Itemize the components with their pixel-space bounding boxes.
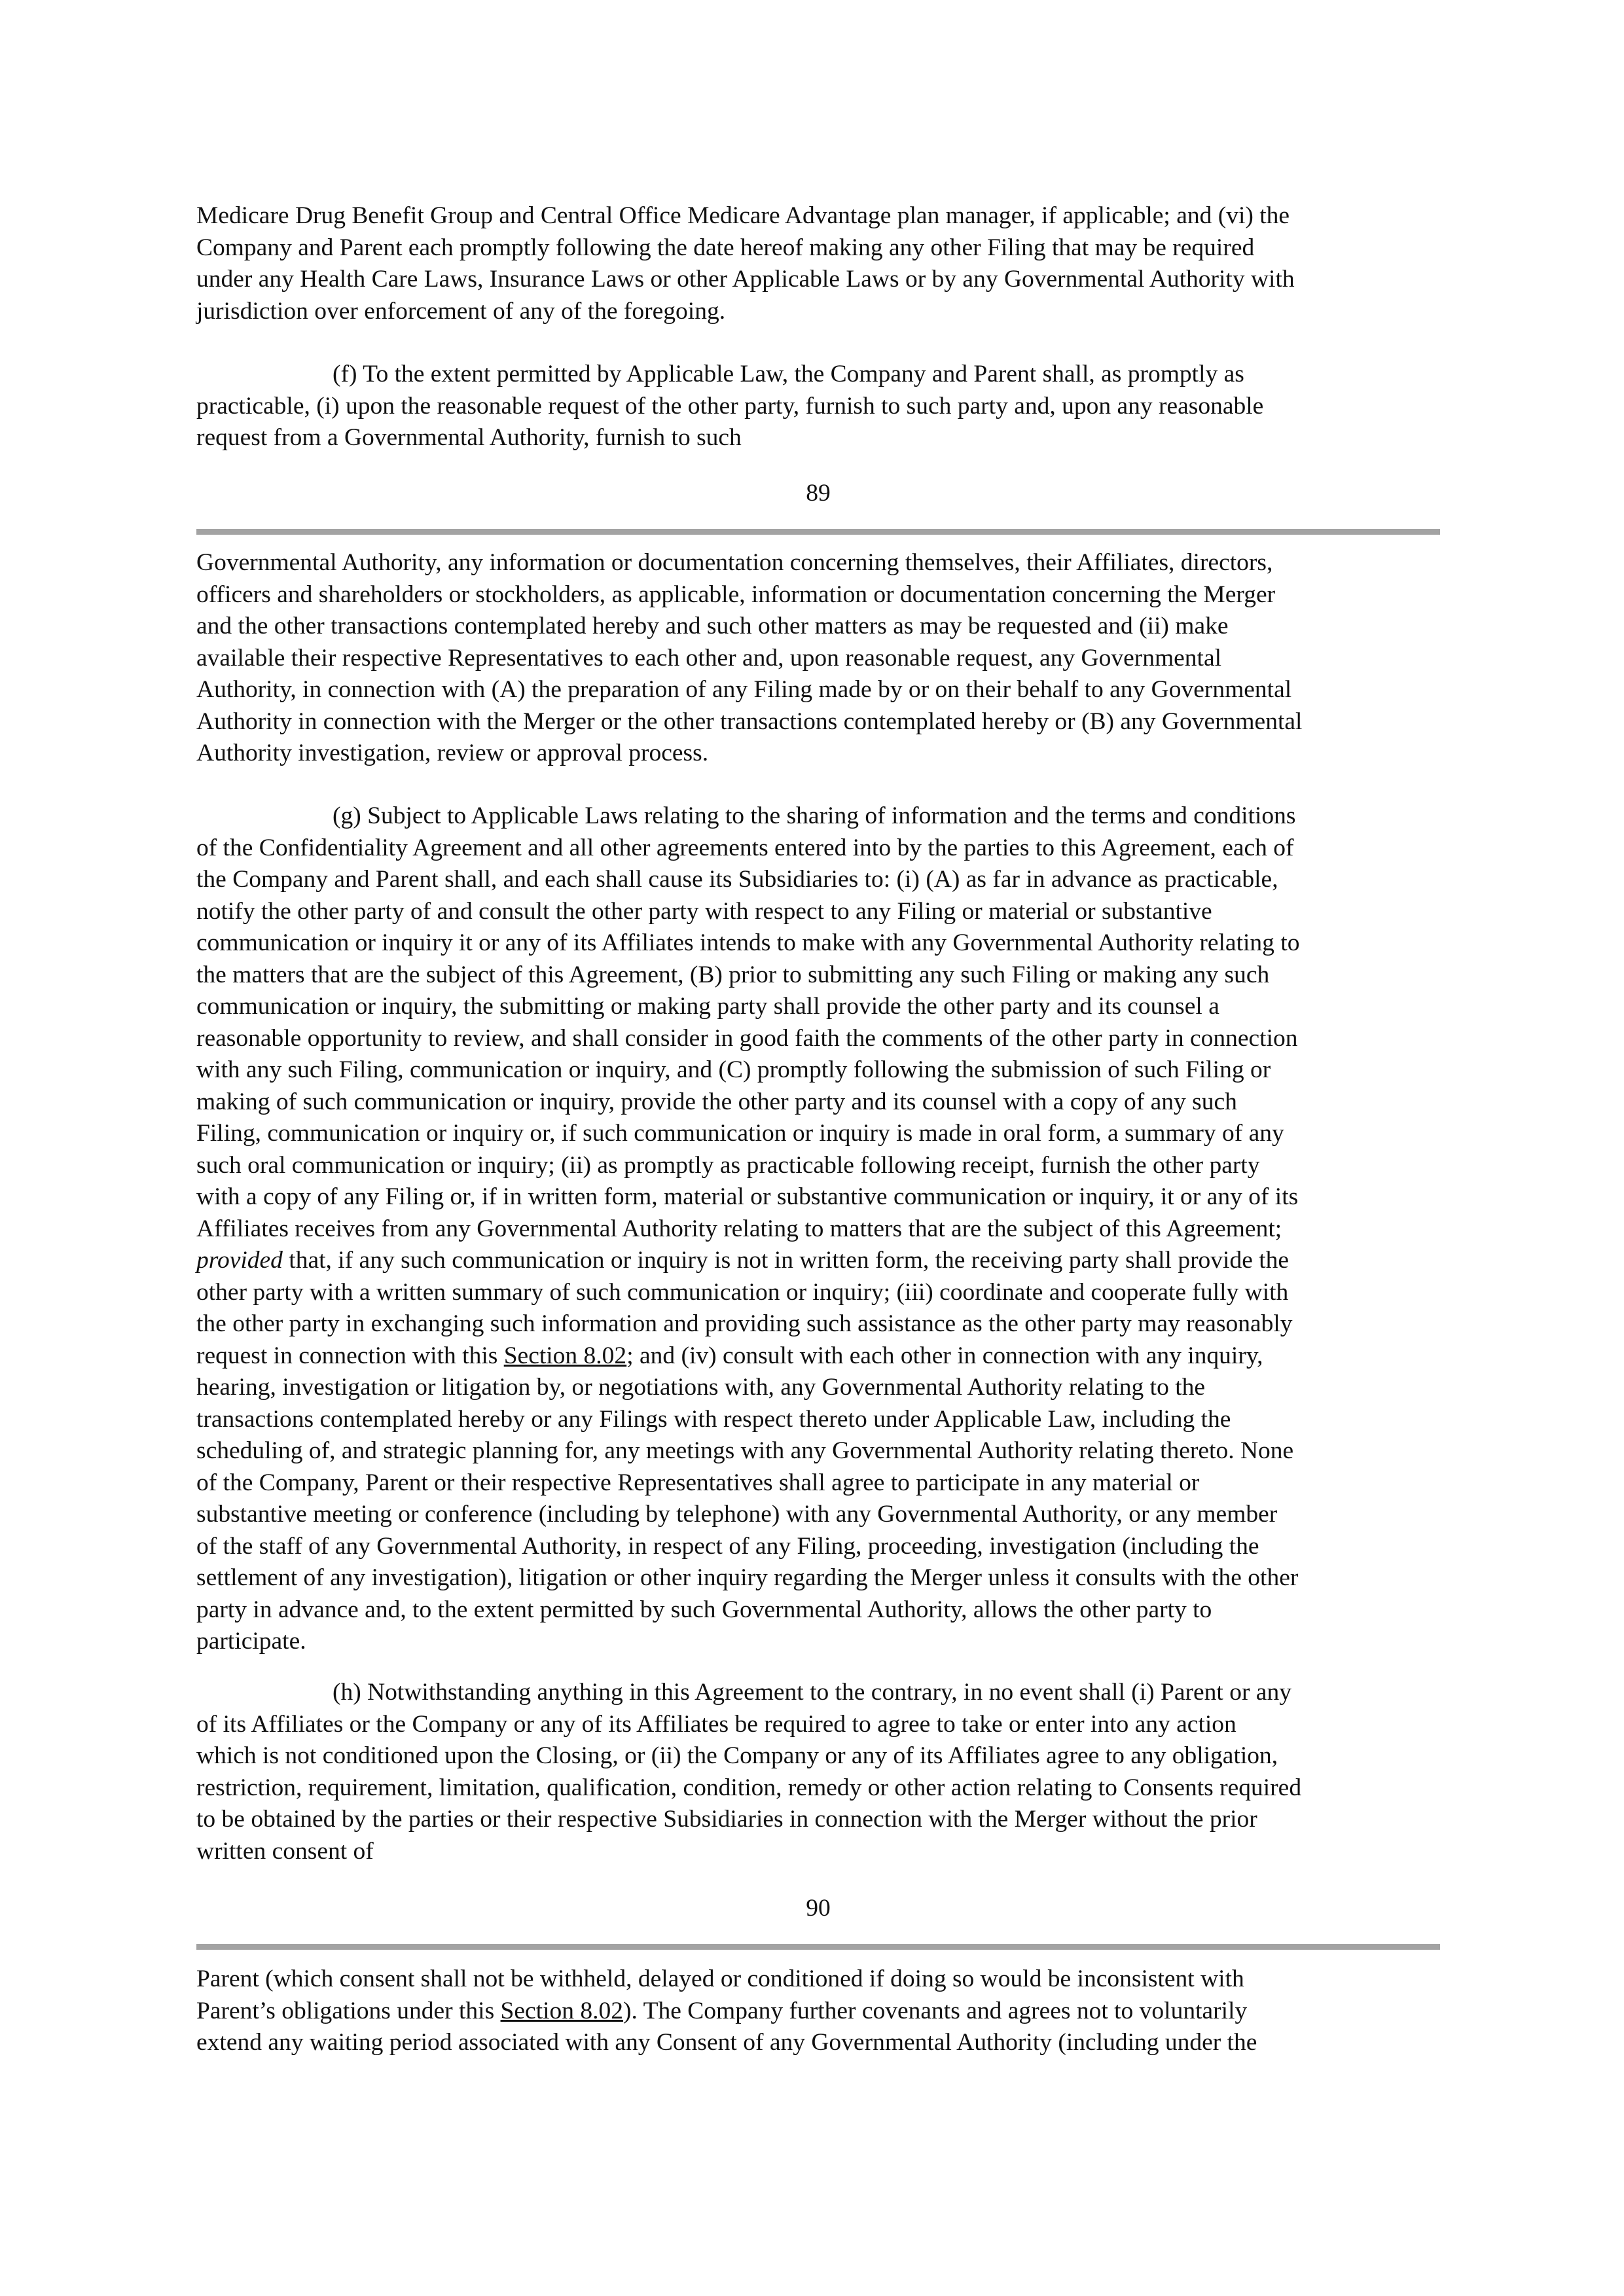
paragraph-g-first-line: (g) Subject to Applicable Laws relating to the sharing of information and the terms and conditions <box>333 802 1296 829</box>
paragraph-h-first-line: (h) Notwithstanding anything in this Agreement to the contrary, in no event shall (i) Parent or any <box>333 1679 1291 1706</box>
page-divider <box>196 1944 1440 1950</box>
paragraph-text <box>196 359 1440 454</box>
paragraph-text: Medicare Drug Benefit Group and Central Office Medicare Advantage plan manager, if applicable; and (vi) the Company and Parent each promptly following the date hereof making any other Filing that may be required under any Health Care Laws, Insurance Laws or other Applicable Laws or by any Governmental Authority with jurisdiction over enforcement of any of the foregoing. <box>196 202 1295 325</box>
paragraph-g <box>196 800 1440 1658</box>
paragraph-f-continued <box>196 547 1440 770</box>
section-reference-link[interactable]: Section 8.02 <box>500 1997 624 2024</box>
page-number: 89 <box>806 480 831 507</box>
document-page <box>196 0 1440 2296</box>
provided-term: provided <box>196 1247 283 1274</box>
paragraph-text: Governmental Authority, any information or documentation concerning themselves, their Affiliates, directors, officers and shareholders or stockholders, as applicable, information or documentation concerning the Merger and the other transactions contemplated hereby and such other matters as may be requested and (ii) make available their respective Representatives to each other and, upon reasonable request, any Governmental Authority, in connection with (A) the preparation of any Filing made by or on their behalf to any Governmental Authority in connection with the Merger or the other transactions contemplated hereby or (B) any Governmental Authority investigation, review or approval process. <box>196 549 1303 766</box>
paragraph-f <box>196 359 1440 454</box>
paragraph-text <box>196 1964 1440 2059</box>
paragraph-e-continued <box>196 200 1440 327</box>
paragraph-h-body: of its Affiliates or the Company or any of its Affiliates be required to agree to take or enter into any action which is not conditioned upon the Closing, or (ii) the Company or any of its Affiliates agree to any obligation, restriction, requirement, limitation, qualification, condition, remedy or other action relating to Consents required to be obtained by the parties or their respective Subsidiaries in connection with the Merger without the prior written consent of <box>196 1710 1302 1865</box>
section-reference-link[interactable]: Section 8.02 <box>503 1342 627 1369</box>
paragraph-h-cont-body: Parent (which consent shall not be withheld, delayed or conditioned if doing so would be inconsistent with Parent’s obligations under this <box>196 1965 1244 2024</box>
paragraph-f-first-line: (f) To the extent permitted by Applicable Law, the Company and Parent shall, as promptly as <box>333 361 1244 387</box>
paragraph-h <box>196 1677 1440 1867</box>
paragraph-text <box>196 800 1440 1658</box>
page-number: 90 <box>806 1895 831 1922</box>
paragraph-h-continued <box>196 1964 1440 2059</box>
paragraph-f-body: practicable, (i) upon the reasonable request of the other party, furnish to such party and, upon any reasonable request from a Governmental Authority, furnish to such <box>196 392 1264 451</box>
paragraph-text <box>196 1677 1440 1867</box>
paragraph-h-cont-body: ). The Company further covenants and agrees not to voluntarily extend any waiting period associated with any Consent of any Governmental Authority (including under the <box>196 1997 1257 2056</box>
paragraph-g-body: ; and (iv) consult with each other in connection with any inquiry, hearing, investigation or litigation by, or negotiations with, any Governmental Authority relating to the transactions contemplated hereby or any Filings with respect thereto under Applicable Law, including the scheduling of, and strategic planning for, any meetings with any Governmental Authority relating thereto. None of the Company, Parent or their respective Representatives shall agree to participate in any material or substantive meeting or conference (including by telephone) with any Governmental Authority, or any member of the staff of any Governmental Authority, in respect of any Filing, proceeding, investigation (including the settlement of any investigation), litigation or other inquiry regarding the Merger unless it consults with the other party in advance and, to the extent permitted by such Governmental Authority, allows the other party to participate. <box>196 1342 1299 1655</box>
paragraph-g-body: of the Confidentiality Agreement and all other agreements entered into by the parties to this Agreement, each of the Company and Parent shall, and each shall cause its Subsidiaries to: (i) (A) as far in advance as practicable, notify the other party of and consult the other party with respect to any Filing or material or substantive communication or inquiry it or any of its Affiliates intends to make with any Governmental Authority relating to the matters that are the subject of this Agreement, (B) prior to submitting any such Filing or making any such communication or inquiry, the submitting or making party shall provide the other party and its counsel a reasonable opportunity to review, and shall consider in good faith the comments of the other party in connection with any such Filing, communication or inquiry, and (C) promptly following the submission of such Filing or making of such communication or inquiry, provide the other party and its counsel with a copy of any such Filing, communication or inquiry or, if such communication or inquiry is made in oral form, a summary of any such oral communication or inquiry; (ii) as promptly as practicable following receipt, furnish the other party with a copy of any Filing or, if in written form, material or substantive communication or inquiry, it or any of its Affiliates receives from any Governmental Authority relating to matters that are the subject of this Agreement; <box>196 834 1300 1242</box>
page-divider <box>196 529 1440 535</box>
paragraph-g-body: that, if any such communication or inquiry is not in written form, the receiving party shall provide the other party with a written summary of such communication or inquiry; (iii) coordinate and cooperate fully with the other party in exchanging such information and providing such assistance as the other party may reasonably request in connection with this <box>196 1247 1293 1369</box>
